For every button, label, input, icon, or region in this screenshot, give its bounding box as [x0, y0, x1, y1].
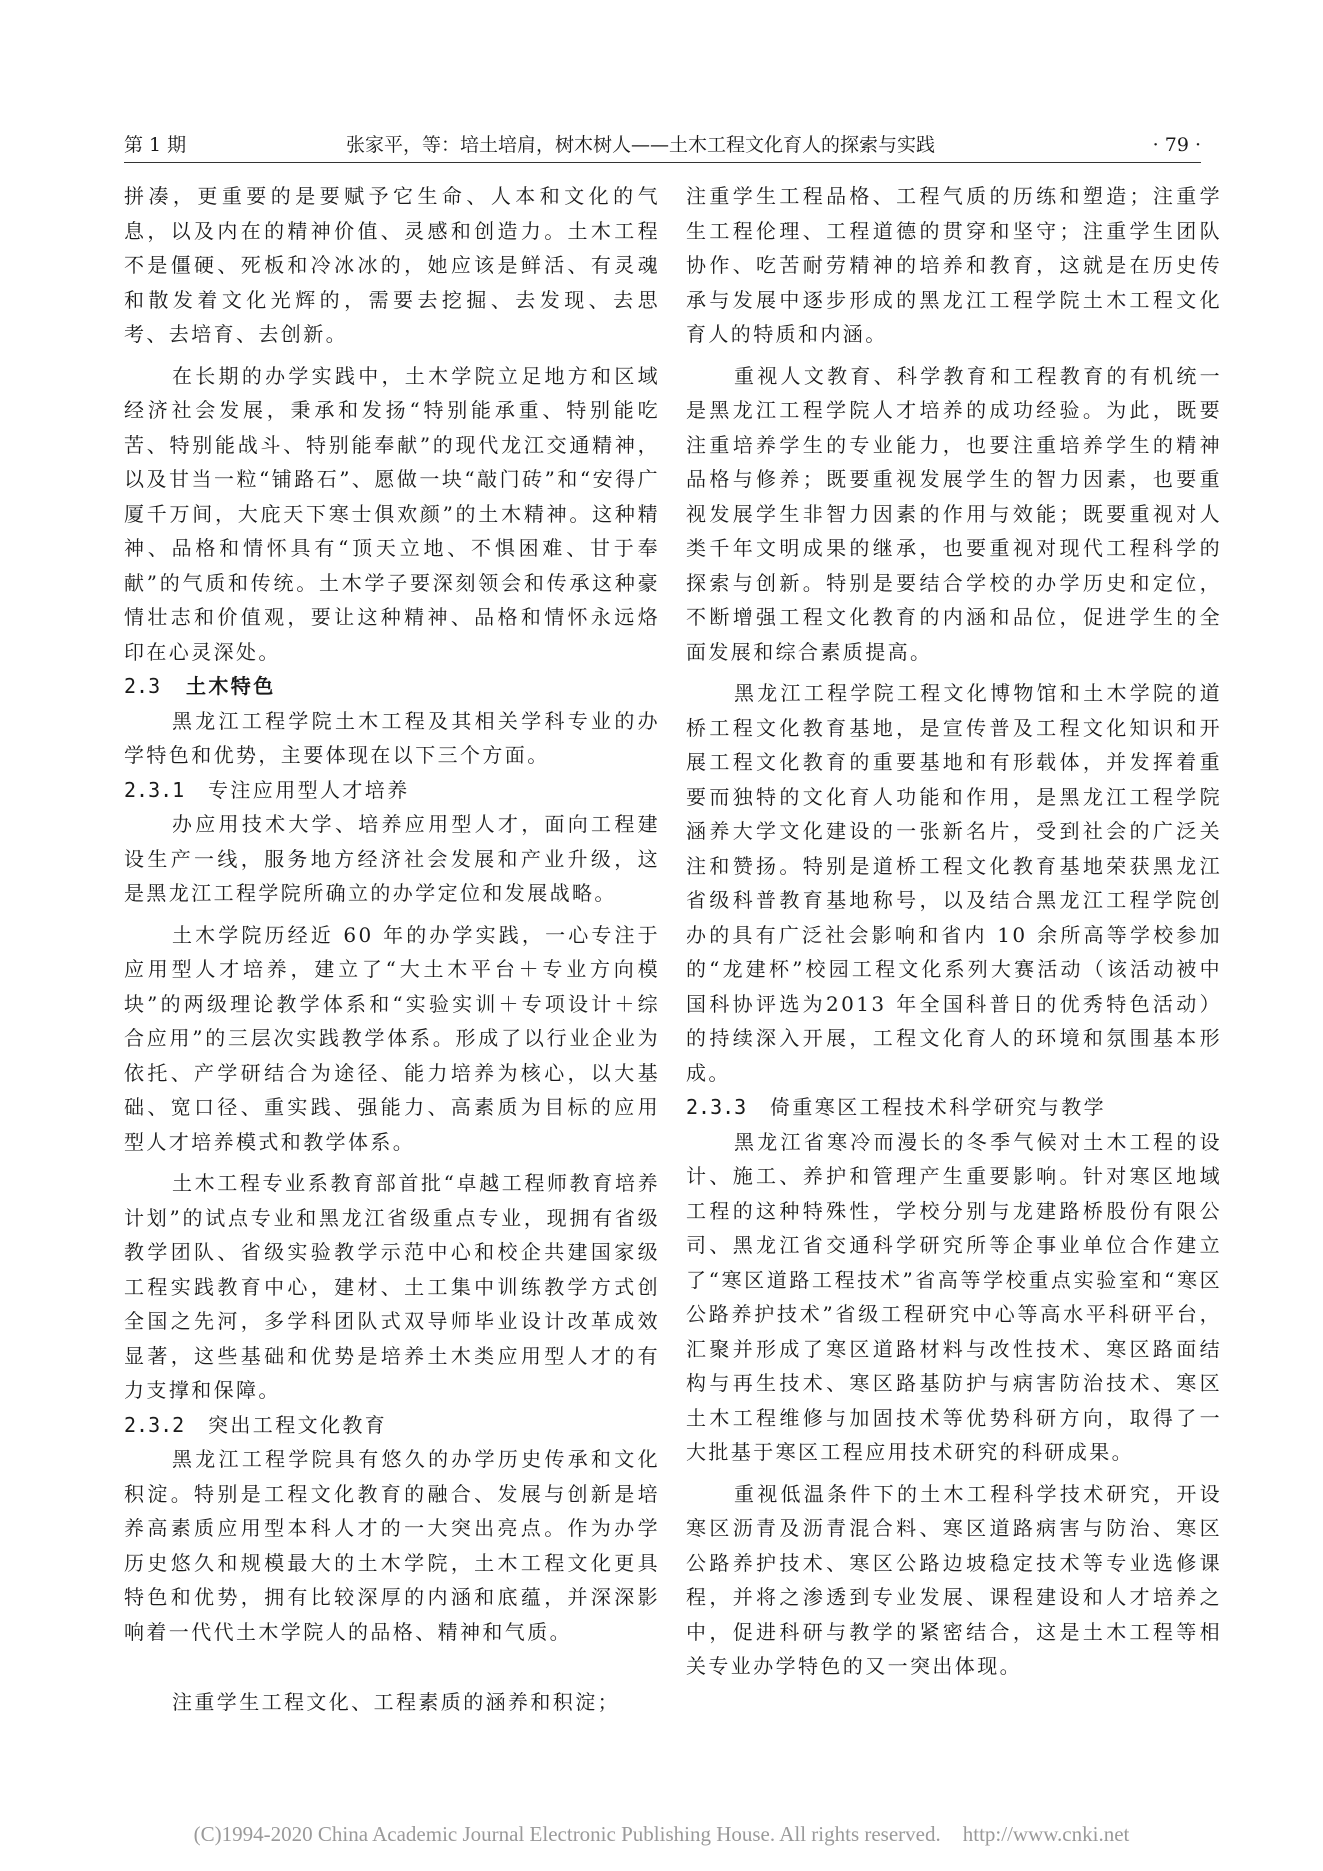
- right-column: [686, 179, 1222, 1684]
- paragraph: 黑龙江工程学院具有悠久的办学历史传承和文化积淀。特别是工程文化教育的融合、发展与创新是培养高素质应用型本科人才的一大突出亮点。作为办学历史悠久和规模最大的土木学院，土木工程文化更具特色和优势，拥有比较深厚的内涵和底蕴，并深深影响着一代代土木学院人的品格、精神和气质。: [124, 1447, 660, 1644]
- section-title: 土木特色: [186, 674, 276, 698]
- left-column: [124, 179, 660, 1720]
- subsection-title: 倚重寒区工程技术科学研究与教学: [770, 1095, 1106, 1119]
- footer-url: http://www.cnki.net: [962, 1822, 1130, 1846]
- copyright-footer: [0, 1822, 1323, 1847]
- subsection-heading: [124, 1408, 660, 1443]
- section-number: 2.3: [124, 674, 161, 698]
- copyright-text: (C)1994-2020 China Academic Journal Electronic Publishing House. All rights reserved.: [193, 1822, 941, 1846]
- subsection-number: 2.3.2: [124, 1412, 185, 1437]
- subsection-title: 突出工程文化教育: [208, 1412, 388, 1437]
- paragraph: 黑龙江工程学院工程文化博物馆和土木学院的道桥工程文化教育基地，是宣传普及工程文化知识和开展工程文化教育的重要基地和有形载体，并发挥着重要而独特的文化育人功能和作用，是黑龙江工程学院涵养大学文化建设的一张新名片，受到社会的广泛关注和赞扬。特别是道桥工程文化教育基地荣获黑龙江省级科普教育基地称号，以及结合黑龙江工程学院创办的具有广泛社会影响和省内 10 余所高等学校参加的“龙建杯”校园工程文化系列大赛活动（该活动被中国科协评选为2013 年全国科普日的优秀特色活动）的持续深入开展，工程文化育人的环境和氛围基本形成。: [686, 681, 1222, 1085]
- running-title: 张家平，等：培土培肩，树木树人——土木工程文化育人的探索与实践: [346, 134, 936, 156]
- subsection-heading: [124, 773, 660, 808]
- header-rule: [124, 162, 1201, 163]
- subsection-number: 2.3.3: [686, 1095, 747, 1119]
- issue-number: 第 1 期: [124, 134, 187, 156]
- paragraph: 黑龙江工程学院土木工程及其相关学科专业的办学特色和优势，主要体现在以下三个方面。: [124, 708, 660, 767]
- paragraph: 注重学生工程文化、工程素质的涵养和积淀；: [172, 1690, 620, 1714]
- column-gap: [124, 1649, 660, 1685]
- paragraph: 在长期的办学实践中，土木学院立足地方和区域经济社会发展，秉承和发扬“特别能承重、特别能吃苦、特别能战斗、特别能奉献”的现代龙江交通精神，以及甘当一粒“铺路石”、愿做一块“敲门砖”和“安得广厦千万间，大庇天下寒士俱欢颜”的土木精神。这种精神、品格和情怀具有“顶天立地、不惧困难、甘于奉献”的气质和传统。土木学子要深刻领会和传承这种豪情壮志和价值观，要让这种精神、品格和情怀永远烙印在心灵深处。: [124, 363, 660, 664]
- paragraph: 重视人文教育、科学教育和工程教育的有机统一是黑龙江工程学院人才培养的成功经验。为此，既要注重培养学生的专业能力，也要注重培养学生的精神品格与修养；既要重视发展学生的智力因素，也要重视发展学生非智力因素的作用与效能；既要重视对人类千年文明成果的继承，也要重视对现代工程科学的探索与创新。特别是要结合学校的办学历史和定位，不断增强工程文化教育的内涵和品位，促进学生的全面发展和综合素质提高。: [686, 363, 1222, 664]
- section-heading: [124, 669, 660, 704]
- paragraph: 办应用技术大学、培养应用型人才，面向工程建设生产一线，服务地方经济社会发展和产业升级，这是黑龙江工程学院所确立的办学定位和发展战略。: [124, 812, 660, 905]
- subsection-heading: [686, 1090, 1222, 1125]
- running-header: [124, 128, 1201, 162]
- paragraph: 土木学院历经近 60 年的办学实践，一心专注于应用型人才培养，建立了“大土木平台＋专业方向模块”的两级理论教学体系和“实验实训＋专项设计＋综合应用”的三层次实践教学体系。形成了以行业企业为依托、产学研结合为途径、能力培养为核心，以大基础、宽口径、重实践、强能力、高素质为目标的应用型人才培养模式和教学体系。: [124, 922, 660, 1154]
- page-number: · 79 ·: [1152, 134, 1201, 156]
- paragraph: 拼凑，更重要的是要赋予它生命、人本和文化的气息，以及内在的精神价值、灵感和创造力。土木工程不是僵硬、死板和冷冰冰的，她应该是鲜活、有灵魂和散发着文化光辉的，需要去挖掘、去发现、去思考、去培育、去创新。: [124, 184, 660, 346]
- paragraph: 土木工程专业系教育部首批“卓越工程师教育培养计划”的试点专业和黑龙江省级重点专业，现拥有省级教学团队、省级实验教学示范中心和校企共建国家级工程实践教育中心，建材、土工集中训练教学方式创全国之先河，多学科团队式双导师毕业设计改革成效显著，这些基础和优势是培养土木类应用型人才的有力支撑和保障。: [124, 1171, 660, 1402]
- subsection-number: 2.3.1: [124, 777, 185, 802]
- paragraph: 重视低温条件下的土木工程科学技术研究，开设寒区沥青及沥青混合料、寒区道路病害与防治、寒区公路养护技术、寒区公路边坡稳定技术等专业选修课程，并将之渗透到专业发展、课程建设和人才培养之中，促进科研与教学的紧密结合，这是土木工程等相关专业办学特色的又一突出体现。: [686, 1481, 1222, 1678]
- subsection-title: 专注应用型人才培养: [208, 777, 410, 802]
- paragraph: 注重学生工程品格、工程气质的历练和塑造；注重学生工程伦理、工程道德的贯穿和坚守；注重学生团队协作、吃苦耐劳精神的培养和教育，这就是在历史传承与发展中逐步形成的黑龙江工程学院土木工程文化育人的特质和内涵。: [686, 184, 1222, 346]
- paragraph: 黑龙江省寒冷而漫长的冬季气候对土木工程的设计、施工、养护和管理产生重要影响。针对寒区地域工程的这种特殊性，学校分别与龙建路桥股份有限公司、黑龙江省交通科学研究所等企事业单位合作建立了“寒区道路工程技术”省高等学校重点实验室和“寒区公路养护技术”省级工程研究中心等高水平科研平台，汇聚并形成了寒区道路材料与改性技术、寒区路面结构与再生技术、寒区路基防护与病害防治技术、寒区土木工程维修与加固技术等优势科研方向，取得了一大批基于寒区工程应用技术研究的科研成果。: [686, 1129, 1222, 1464]
